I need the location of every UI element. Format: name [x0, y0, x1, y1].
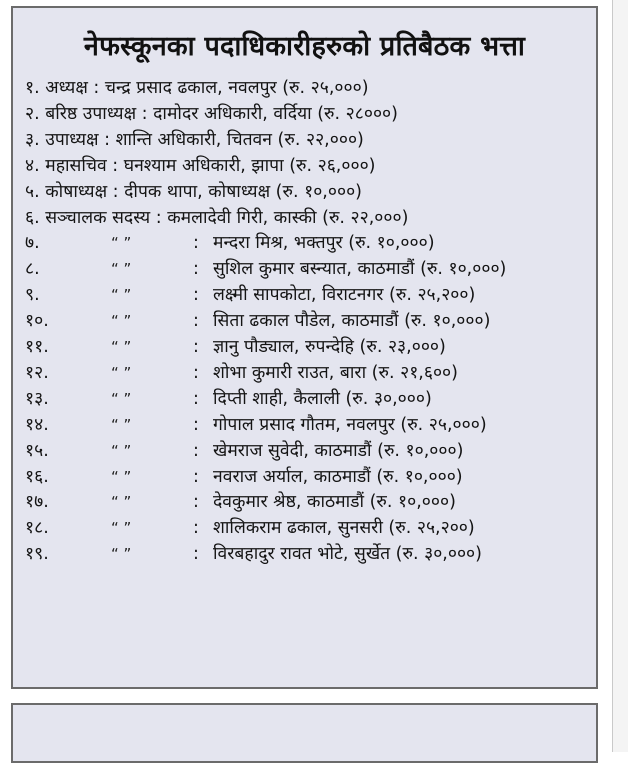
separator-colon: :	[193, 233, 199, 254]
list-item	[13, 438, 596, 464]
item-text: ४. महासचिव : घनश्याम अधिकारी, झापा (रु. २६,०००)	[25, 155, 376, 176]
separator-colon: :	[193, 440, 199, 461]
item-text: ३. उपाध्यक्ष : शान्ति अधिकारी, चितवन (रु. २२,०००)	[25, 129, 364, 150]
ditto-mark: “ ”	[111, 545, 132, 564]
ditto-mark: “ ”	[111, 234, 132, 253]
list-item	[13, 464, 596, 490]
separator-colon: :	[193, 388, 199, 409]
ditto-mark: “ ”	[111, 441, 132, 460]
list-item	[13, 282, 596, 308]
ditto-mark: “ ”	[111, 260, 132, 279]
list-item	[13, 308, 596, 334]
item-number: १६.	[25, 466, 49, 487]
item-number: १९.	[25, 544, 49, 565]
box-title: नेफस्कूनका पदाधिकारीहरुको प्रतिबैठक भत्ता	[83, 31, 526, 62]
item-number: १३.	[25, 388, 49, 409]
list-item	[13, 386, 596, 412]
item-text: शालिकराम ढकाल, सुनसरी (रु. २५,२००)	[213, 518, 475, 539]
list-item	[13, 334, 596, 360]
list-item	[13, 205, 596, 231]
item-text: ज्ञानु पौड्याल, रुपन्देहि (रु. २३,०००)	[213, 337, 446, 357]
separator-colon: :	[193, 414, 199, 435]
item-text: देवकुमार श्रेष्ठ, काठमाडौं (रु. १०,०००)	[213, 492, 456, 513]
item-number: ७.	[25, 233, 40, 254]
item-text: २. बरिष्ठ उपाध्यक्ष : दामोदर अधिकारी, वर्दिया (रु. २८०००)	[25, 103, 398, 124]
ditto-mark: “ ”	[111, 467, 132, 486]
allowance-box	[11, 6, 598, 689]
ditto-mark: “ ”	[111, 363, 132, 382]
list-item	[13, 489, 596, 515]
item-text: गोपाल प्रसाद गौतम, नवलपुर (रु. २५,०००)	[213, 414, 487, 435]
list-item	[13, 412, 596, 438]
item-number: १७.	[25, 492, 49, 513]
list-item	[13, 230, 596, 256]
ditto-mark: “ ”	[111, 415, 132, 434]
item-text: ६. सञ्चालक सदस्य : कमलादेवी गिरी, कास्की (रु. २२,०००)	[25, 207, 409, 228]
list-item	[13, 127, 596, 153]
item-text: शोभा कुमारी राउत, बारा (रु. २१,६००)	[213, 362, 458, 383]
item-text: दिप्ती शाही, कैलाली (रु. ३०,०००)	[213, 388, 432, 409]
separator-colon: :	[193, 259, 199, 280]
next-article-box	[11, 703, 598, 763]
item-number: १४.	[25, 414, 49, 435]
item-text: सुशिल कुमार बस्न्यात, काठमाडौं (रु. १०,०००)	[213, 259, 507, 280]
list-item	[13, 179, 596, 205]
item-text: मन्दरा मिश्र, भक्तपुर (रु. १०,०००)	[213, 233, 435, 254]
ditto-mark: “ ”	[111, 389, 132, 408]
ditto-mark: “ ”	[111, 286, 132, 305]
separator-colon: :	[193, 311, 199, 332]
list-item	[13, 153, 596, 179]
item-number: ११.	[25, 337, 49, 357]
list-item	[13, 541, 596, 567]
separator-colon: :	[193, 466, 199, 487]
list-item	[13, 101, 596, 127]
ditto-mark: “ ”	[111, 493, 132, 512]
item-text: विरबहादुर रावत भोटे, सुर्खेत (रु. ३०,०००)	[213, 544, 482, 565]
list-item	[13, 360, 596, 386]
separator-colon: :	[193, 285, 199, 306]
separator-colon: :	[193, 362, 199, 383]
ditto-mark: “ ”	[111, 338, 132, 356]
item-text: १. अध्यक्ष : चन्द्र प्रसाद ढकाल, नवलपुर (रु. २५,०००)	[25, 78, 369, 98]
ditto-mark: “ ”	[111, 312, 132, 331]
separator-colon: :	[193, 337, 199, 357]
item-number: १५.	[25, 440, 49, 461]
list-item	[13, 256, 596, 282]
item-text: लक्ष्मी सापकोटा, विराटनगर (रु. २५,२००)	[213, 285, 476, 306]
item-number: १०.	[25, 311, 49, 332]
item-number: ८.	[25, 259, 40, 280]
item-number: ९.	[25, 285, 40, 306]
item-text: ५. कोषाध्यक्ष : दीपक थापा, कोषाध्यक्ष (रु. १०,०००)	[25, 181, 362, 202]
item-text: नवराज अर्याल, काठमाडौं (रु. १०,०००)	[213, 466, 463, 487]
ditto-mark: “ ”	[111, 519, 132, 538]
item-text: सिता ढकाल पौडेल, काठमाडौं (रु. १०,०००)	[213, 311, 491, 332]
separator-colon: :	[193, 492, 199, 513]
item-text: खेमराज सुवेदी, काठमाडौं (रु. १०,०००)	[213, 440, 464, 461]
list-item	[13, 75, 596, 101]
separator-colon: :	[193, 518, 199, 539]
item-number: १२.	[25, 362, 49, 383]
item-number: १८.	[25, 518, 49, 539]
list-item	[13, 515, 596, 541]
page-edge	[612, 0, 628, 752]
separator-colon: :	[193, 544, 199, 565]
